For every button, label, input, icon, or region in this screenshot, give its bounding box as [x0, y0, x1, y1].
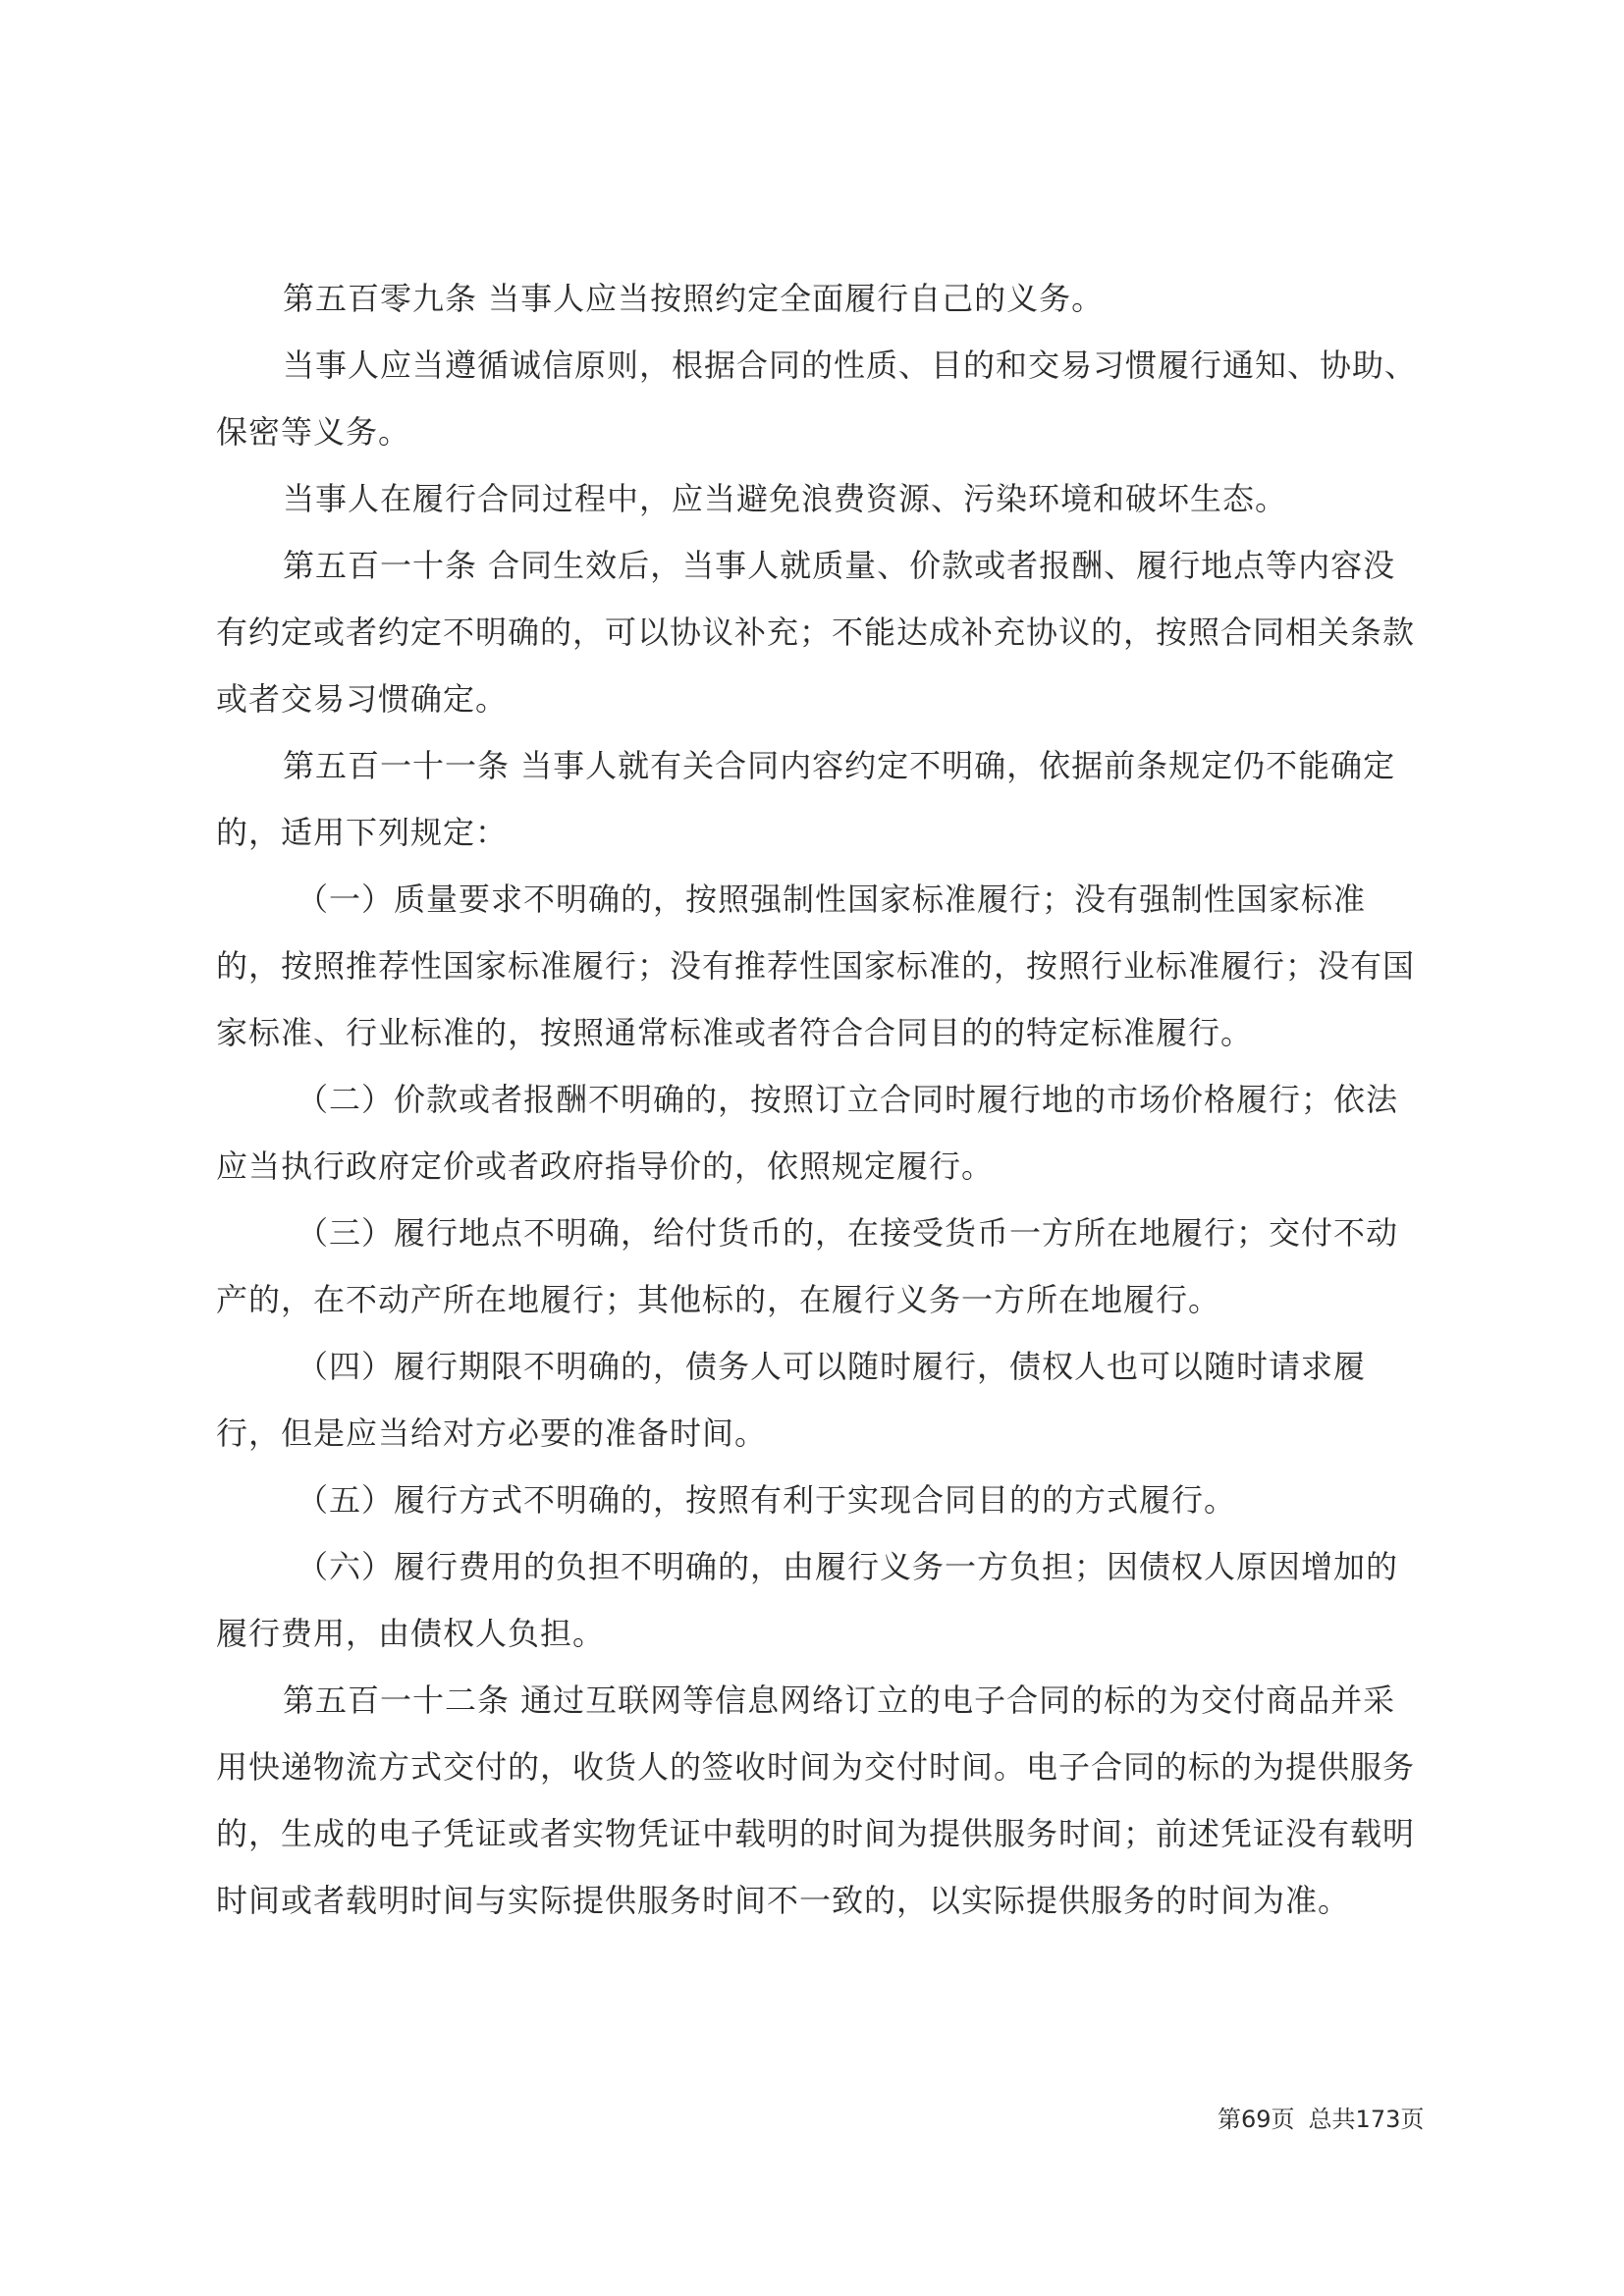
list-item-quality: （一）质量要求不明确的，按照强制性国家标准履行；没有强制性国家标准的，按照推荐性国家标准履行；没有推荐性国家标准的，按照行业标准履行；没有国家标准、行业标准的，按照通常标准或者符合合同目的的特定标准履行。	[216, 881, 1416, 1051]
list-item-place: （三）履行地点不明确，给付货币的，在接受货币一方所在地履行；交付不动产的，在不动产所在地履行；其他标的，在履行义务一方所在地履行。	[216, 1214, 1399, 1318]
list-item-time-limit: （四）履行期限不明确的，债务人可以随时履行，债权人也可以随时请求履行，但是应当给对方必要的准备时间。	[216, 1348, 1367, 1452]
list-item-price: （二）价款或者报酬不明确的，按照订立合同时履行地的市场价格履行；依法应当执行政府定价或者政府指导价的，依照规定履行。	[216, 1081, 1399, 1185]
paragraph-environment: 当事人在履行合同过程中，应当避免浪费资源、污染环境和破坏生态。	[283, 480, 1288, 517]
document-body	[216, 265, 1424, 1934]
list-item-method: （五）履行方式不明确的，按照有利于实现合同目的的方式履行。	[297, 1481, 1237, 1519]
page-total: 总共173页	[1308, 2106, 1425, 2133]
paragraph-good-faith: 当事人应当遵循诚信原则，根据合同的性质、目的和交易习惯履行通知、协助、保密等义务。	[216, 347, 1418, 451]
page-number: 第69页	[1218, 2106, 1295, 2133]
paragraph-article-512: 第五百一十二条 通过互联网等信息网络订立的电子合同的标的为交付商品并采用快递物流方式交付的，收货人的签收时间为交付时间。电子合同的标的为提供服务的，生成的电子凭证或者实物凭证中载明的时间为提供服务时间；前述凭证没有载明时间或者载明时间与实际提供服务时间不一致的，以实际提供服务的时间为准。	[216, 1682, 1416, 1919]
paragraph-article-510: 第五百一十条 合同生效后，当事人就质量、价款或者报酬、履行地点等内容没有约定或者约定不明确的，可以协议补充；不能达成补充协议的，按照合同相关条款或者交易习惯确定。	[216, 547, 1416, 718]
page-footer	[1218, 2104, 1434, 2135]
paragraph-article-509: 第五百零九条 当事人应当按照约定全面履行自己的义务。	[283, 280, 1105, 317]
list-item-expenses: （六）履行费用的负担不明确的，由履行义务一方负担；因债权人原因增加的履行费用，由债权人负担。	[216, 1548, 1399, 1652]
paragraph-article-511: 第五百一十一条 当事人就有关合同内容约定不明确，依据前条规定仍不能确定的，适用下列规定：	[216, 747, 1396, 851]
